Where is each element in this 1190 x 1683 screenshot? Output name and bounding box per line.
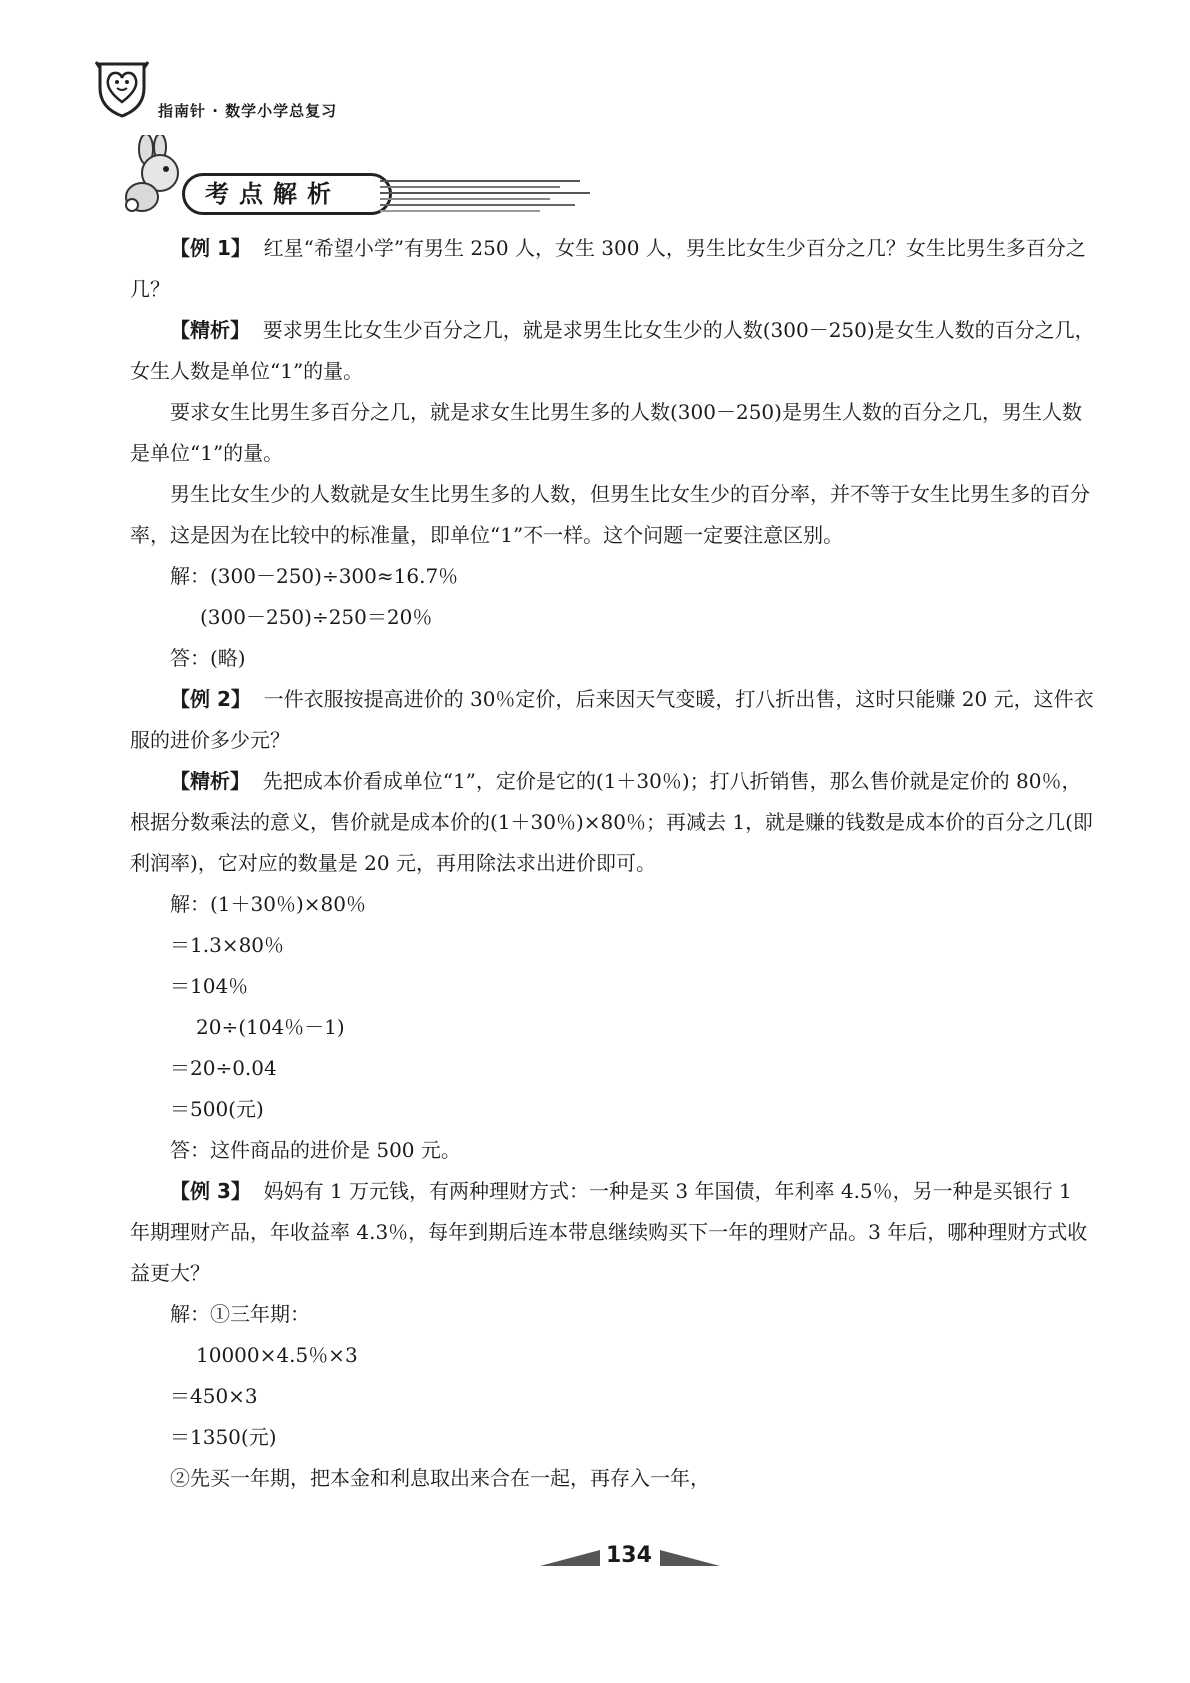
example2-solution-5: ＝20÷0.04 <box>170 1056 277 1080</box>
example1-analysis-1: 要求男生比女生少百分之几，就是求男生比女生少的人数(300－250)是女生人数的百分之几，女生人数是单位“1”的量。 <box>130 318 1095 383</box>
example1-analysis-label: 【精析】 <box>170 318 250 342</box>
example3-solution-1: 解：①三年期： <box>170 1302 310 1326</box>
example3-question: 妈妈有 1 万元钱，有两种理财方式：一种是买 3 年国债，年利率 4.5％，另一种是买银行 1 年期理财产品，年收益率 4.3％，每年到期后连本带息继续购买下一年的理财产品。3 年后，哪种理财方式收益更大？ <box>130 1179 1088 1285</box>
example2-label: 【例 2】 <box>170 687 251 711</box>
example3-solution-2: 10000×4.5％×3 <box>196 1343 358 1367</box>
example2-solution-6: ＝500(元) <box>170 1097 264 1121</box>
example3-solution-5: ②先买一年期，把本金和利息取出来合在一起，再存入一年， <box>170 1466 710 1490</box>
example3-question-para <box>130 1171 1095 1294</box>
header-title: 指南针 · 数学小学总复习 <box>158 102 338 120</box>
page-header <box>92 58 512 128</box>
example3-solution-3: ＝450×3 <box>170 1384 258 1408</box>
page-number: 134 <box>606 1543 652 1568</box>
example2-question-para <box>130 679 1095 761</box>
example3-solution-4: ＝1350(元) <box>170 1425 277 1449</box>
example2-solution-3: ＝104％ <box>170 974 249 998</box>
example1-solution-2: (300－250)÷250＝20％ <box>200 605 433 629</box>
example2-solution-4: 20÷(104％－1) <box>196 1015 345 1039</box>
example1-question-para <box>130 228 1095 310</box>
example2-solution-2: ＝1.3×80％ <box>170 933 285 957</box>
example3-label: 【例 3】 <box>170 1179 251 1203</box>
example2-analysis: 先把成本价看成单位“1”，定价是它的(1＋30％)；打八折销售，那么售价就是定价的 80％，根据分数乘法的意义，售价就是成本价的(1＋30％)×80％；再减去 1，就是赚的钱数是成本价的百分之几(即利润率)，它对应的数量是 20 元，再用除法求出进价即可。 <box>130 769 1093 875</box>
example2-analysis-para <box>130 761 1095 884</box>
example1-label: 【例 1】 <box>170 236 251 260</box>
example1-analysis-3: 男生比女生少的人数就是女生比男生多的人数，但男生比女生少的百分率，并不等于女生比男生多的百分率，这是因为在比较中的标准量，即单位“1”不一样。这个问题一定要注意区别。 <box>130 482 1090 547</box>
example2-solution-1: 解：(1＋30％)×80％ <box>170 892 366 916</box>
example1-question: 红星“希望小学”有男生 250 人，女生 300 人，男生比女生少百分之几？女生比男生多百分之几？ <box>130 236 1086 301</box>
example1-analysis-2: 要求女生比男生多百分之几，就是求女生比男生多的人数(300－250)是男生人数的百分之几，男生人数是单位“1”的量。 <box>130 400 1082 465</box>
page-content <box>130 228 1095 1499</box>
example2-question: 一件衣服按提高进价的 30％定价，后来因天气变暖，打八折出售，这时只能赚 20 元，这件衣服的进价多少元？ <box>130 687 1094 752</box>
example2-analysis-label: 【精析】 <box>170 769 250 793</box>
example2-answer: 答：这件商品的进价是 500 元。 <box>170 1138 461 1162</box>
page-footer <box>540 1538 720 1578</box>
example1-solution-1: 解：(300－250)÷300≈16.7％ <box>170 564 459 588</box>
speed-lines <box>380 175 600 215</box>
example1-analysis-para-1 <box>130 310 1095 392</box>
section-title: 考点解析 <box>205 180 341 208</box>
heart-shield-logo-icon <box>92 58 152 118</box>
section-banner <box>120 135 460 220</box>
example1-answer: 答：(略) <box>170 646 246 670</box>
